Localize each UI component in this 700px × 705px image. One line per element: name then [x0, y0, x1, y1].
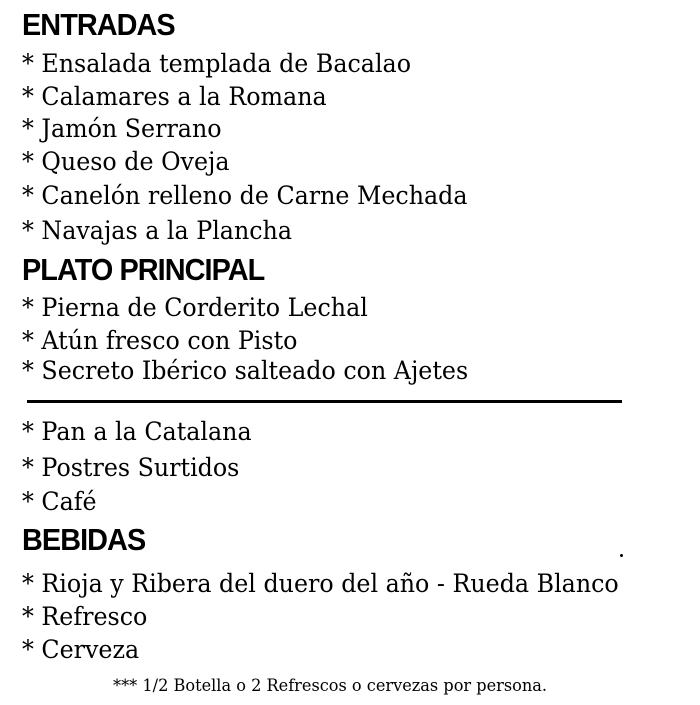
menu-item: * Calamares a la Romana	[22, 82, 327, 111]
menu-item: * Ensalada templada de Bacalao	[22, 49, 412, 78]
menu-item: * Rioja y Ribera del duero del año - Rueda Blanco	[22, 569, 619, 598]
menu-item: * Postres Surtidos	[22, 453, 240, 482]
section-heading-entradas: ENTRADAS	[22, 7, 175, 42]
footnote: *** 1/2 Botella o 2 Refrescos o cervezas por persona.	[113, 676, 548, 696]
section-heading-bebidas: BEBIDAS	[22, 522, 146, 557]
menu-item: * Queso de Oveja	[22, 147, 230, 176]
menu-item: * Cerveza	[22, 635, 140, 664]
menu-item: * Pierna de Corderito Lechal	[22, 293, 368, 322]
stray-dot	[620, 554, 623, 557]
menu-item: * Pan a la Catalana	[22, 417, 252, 446]
menu-item: * Jamón Serrano	[22, 114, 222, 143]
divider-line	[27, 400, 622, 403]
menu-item: * Navajas a la Plancha	[22, 216, 293, 245]
menu-item: * Café	[22, 487, 97, 516]
menu-item: * Secreto Ibérico salteado con Ajetes	[22, 356, 469, 385]
menu-item: * Refresco	[22, 602, 148, 631]
menu-item: * Atún fresco con Pisto	[22, 326, 298, 355]
menu-item: * Canelón relleno de Carne Mechada	[22, 181, 468, 210]
section-heading-plato-principal: PLATO PRINCIPAL	[22, 252, 265, 287]
